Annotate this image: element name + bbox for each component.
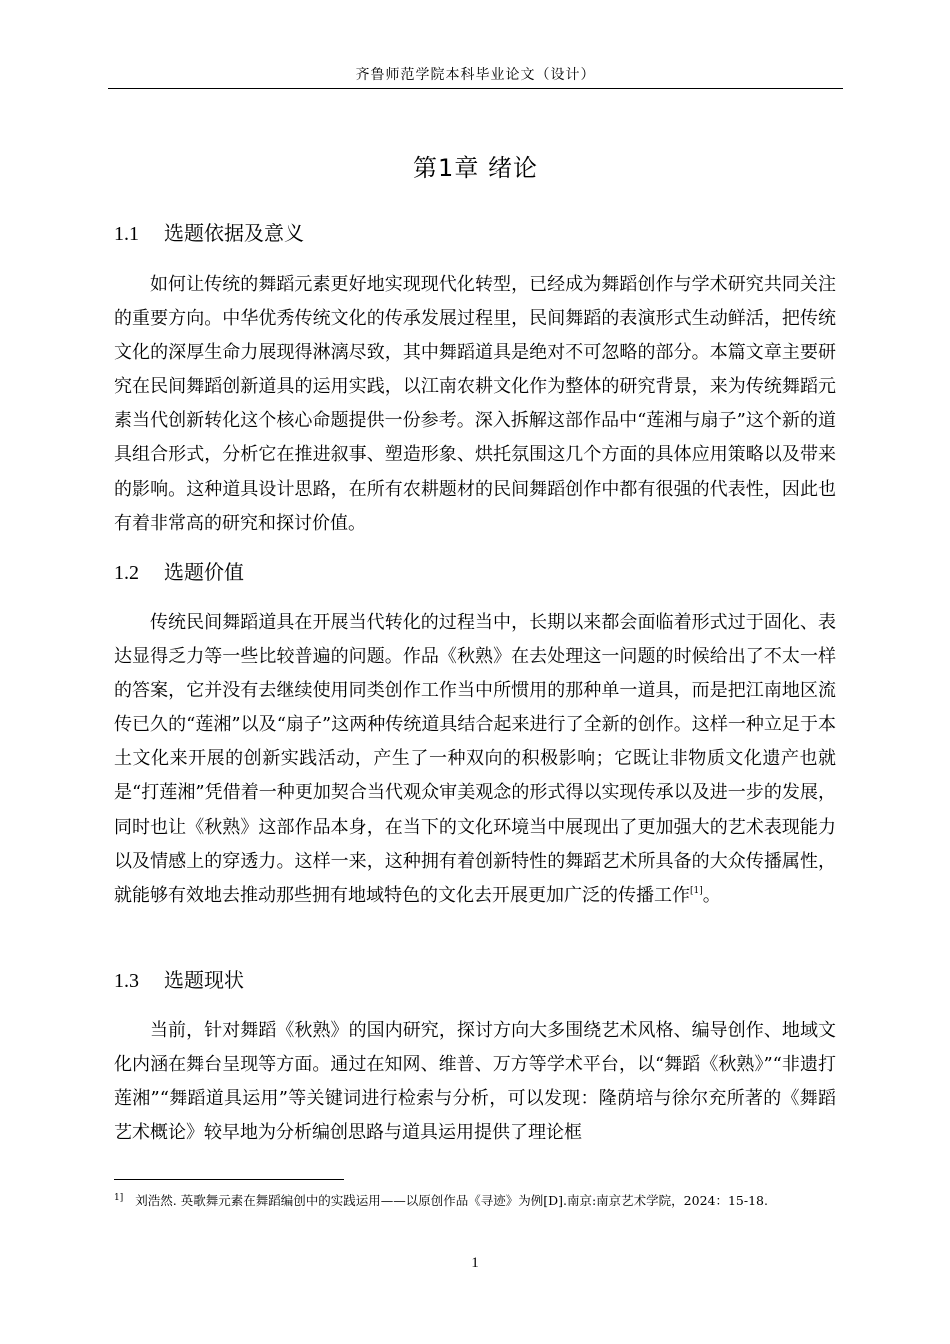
footnote-mark: 1] — [114, 1193, 124, 1203]
footnote-divider — [114, 1179, 344, 1180]
paragraph-end: 。 — [702, 884, 721, 906]
header-divider — [108, 88, 843, 89]
section-number: 1.2 — [114, 562, 139, 584]
section-1-3-paragraph: 当前，针对舞蹈《秋熟》的国内研究，探讨方向大多围绕艺术风格、编导创作、地域文化内涵在舞台呈现等方面。通过在知网、维普、万方等学术平台，以“舞蹈《秋熟》”“非遗打莲湘”“舞蹈道具运用”等关键词进行检索与分析，可以发现：隆荫培与徐尔充所著的《舞蹈艺术概论》较早地为分析编创思路与道具运用提供了理论框 — [114, 1020, 836, 1144]
section-heading-1-2 — [114, 557, 244, 587]
section-heading-1-1 — [114, 218, 304, 248]
section-number: 1.1 — [114, 223, 139, 245]
paragraph-text: 传统民间舞蹈道具在开展当代转化的过程当中，长期以来都会面临着形式过于固化、表达显得乏力等一些比较普遍的问题。作品《秋熟》在去处理这一问题的时候给出了不太一样的答案，它并没有去继续使用同类创作工作当中所惯用的那种单一道具，而是把江南地区流传已久的“莲湘”以及“扇子”这两种传统道具结合起来进行了全新的创作。这样一种立足于本土文化来开展的创新实践活动，产生了一种双向的积极影响；它既让非物质文化遗产也就是“打莲湘”凭借着一种更加契合当代观众审美观念的形式得以实现传承以及进一步的发展，同时也让《秋熟》这部作品本身，在当下的文化环境当中展现出了更加强大的艺术表现能力以及情感上的穿透力。这样一来，这种拥有着创新特性的舞蹈艺术所具备的大众传播属性，就能够有效地去推动那些拥有地域特色的文化去开展更加广泛的传播工作 — [114, 612, 836, 906]
section-1-2-paragraph — [114, 606, 836, 913]
section-title: 选题现状 — [164, 968, 244, 992]
section-1-1-paragraph: 如何让传统的舞蹈元素更好地实现现代化转型，已经成为舞蹈创作与学术研究共同关注的重要方向。中华优秀传统文化的传承发展过程里，民间舞蹈的表演形式生动鲜活，把传统文化的深厚生命力展现得淋漓尽致，其中舞蹈道具是绝对不可忽略的部分。本篇文章主要研究在民间舞蹈创新道具的运用实践，以江南农耕文化作为整体的研究背景，来为传统舞蹈元素当代创新转化这个核心命题提供一份参考。深入拆解这部作品中“莲湘与扇子”这个新的道具组合形式，分析它在推进叙事、塑造形象、烘托氛围这几个方面的具体应用策略以及带来的影响。这种道具设计思路，在所有农耕题材的民间舞蹈创作中都有很强的代表性，因此也有着非常高的研究和探讨价值。 — [114, 274, 836, 534]
citation-mark: [1] — [690, 885, 703, 896]
section-title: 选题依据及意义 — [164, 221, 304, 245]
section-number: 1.3 — [114, 970, 139, 992]
page-number: 1 — [471, 1255, 479, 1271]
footnote — [114, 1189, 854, 1210]
section-title: 选题价值 — [164, 560, 244, 584]
footnote-text: 刘浩然. 英歌舞元素在舞蹈编创中的实践运用——以原创作品《寻迹》为例[D].南京:南京艺术学院，2024：15-18. — [135, 1193, 768, 1208]
section-heading-1-3 — [114, 965, 244, 995]
chapter-title: 第1章 绪论 — [413, 154, 538, 182]
running-header: 齐鲁师范学院本科毕业论文（设计） — [355, 67, 596, 83]
